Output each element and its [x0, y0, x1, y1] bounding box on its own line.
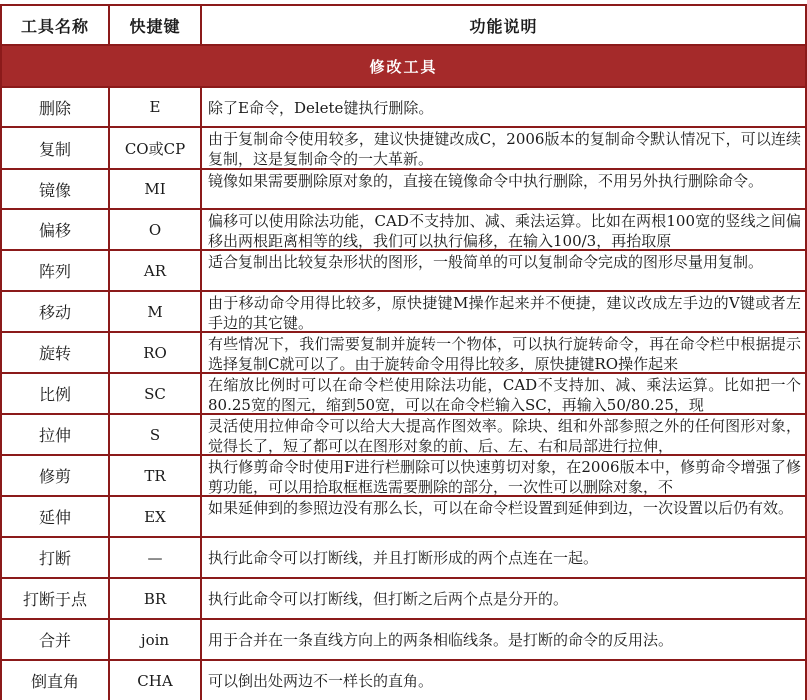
tool-description: 镜像如果需要删除原对象的，直接在镜像命令中执行删除，不用另外执行删除命令。	[200, 168, 807, 208]
table-row	[0, 536, 807, 577]
tool-name: 删除	[0, 86, 108, 126]
header-shortcut: 快捷键	[108, 4, 200, 44]
shortcut-key: M	[108, 290, 200, 331]
tool-name: 复制	[0, 126, 108, 168]
shortcut-key: CO或CP	[108, 126, 200, 168]
table-row	[0, 208, 807, 249]
shortcut-key: O	[108, 208, 200, 249]
table-row	[0, 86, 807, 126]
shortcut-key: E	[108, 86, 200, 126]
section-title: 修改工具	[0, 44, 807, 86]
tool-description: 由于复制命令使用较多，建议快捷键改成C，2006版本的复制命令默认情况下，可以连续复制，这是复制命令的一大革新。	[200, 126, 807, 168]
shortcut-key: AR	[108, 249, 200, 290]
tool-name: 旋转	[0, 331, 108, 372]
tool-name: 拉伸	[0, 413, 108, 454]
header-description: 功能说明	[200, 4, 807, 44]
tool-name: 延伸	[0, 495, 108, 536]
tool-description: 在缩放比例时可以在命令栏使用除法功能，CAD不支持加、减、乘法运算。比如把一个80.25宽的图元，缩到50宽，可以在命令栏输入SC，再输入50/80.25，现	[200, 372, 807, 413]
tool-description: 执行此命令可以打断线，但打断之后两个点是分开的。	[200, 577, 807, 618]
table-row	[0, 331, 807, 372]
tool-description: 执行此命令可以打断线，并且打断形成的两个点连在一起。	[200, 536, 807, 577]
tool-name: 合并	[0, 618, 108, 659]
shortcut-key: S	[108, 413, 200, 454]
table-row	[0, 659, 807, 700]
table-row	[0, 372, 807, 413]
tool-name: 比例	[0, 372, 108, 413]
tool-name: 倒直角	[0, 659, 108, 700]
table-row	[0, 290, 807, 331]
table-row	[0, 577, 807, 618]
tool-description: 灵活使用拉伸命令可以给大大提高作图效率。除块、组和外部参照之外的任何图形对象，觉得长了，短了都可以在图形对象的前、后、左、右和局部进行拉伸，	[200, 413, 807, 454]
tool-name: 移动	[0, 290, 108, 331]
tool-description: 有些情况下，我们需要复制并旋转一个物体，可以执行旋转命令，再在命令栏中根据提示选择复制C就可以了。由于旋转命令用得比较多，原快捷键RO操作起来	[200, 331, 807, 372]
shortcut-key: —	[108, 536, 200, 577]
tool-name: 修剪	[0, 454, 108, 495]
tool-description: 适合复制出比较复杂形状的图形，一般简单的可以复制命令完成的图形尽量用复制。	[200, 249, 807, 290]
shortcut-key: RO	[108, 331, 200, 372]
table-row	[0, 495, 807, 536]
table-header	[0, 4, 807, 44]
shortcut-key: CHA	[108, 659, 200, 700]
table-row	[0, 168, 807, 208]
tool-description: 执行修剪命令时使用F进行栏删除可以快速剪切对象，在2006版本中，修剪命令增强了修剪功能，可以用拾取框框选需要删除的部分，一次性可以删除对象，不	[200, 454, 807, 495]
tool-name: 打断于点	[0, 577, 108, 618]
tool-name: 打断	[0, 536, 108, 577]
shortcut-key: join	[108, 618, 200, 659]
shortcut-key: SC	[108, 372, 200, 413]
table-row	[0, 454, 807, 495]
shortcut-key: EX	[108, 495, 200, 536]
tool-description: 如果延伸到的参照边没有那么长，可以在命令栏设置到延伸到边，一次设置以后仍有效。	[200, 495, 807, 536]
tool-description: 偏移可以使用除法功能，CAD不支持加、减、乘法运算。比如在两根100宽的竖线之间偏移出两根距离相等的线，我们可以执行偏移，在输入100/3，再抬取原	[200, 208, 807, 249]
shortcut-key: MI	[108, 168, 200, 208]
tool-description: 用于合并在一条直线方向上的两条相临线条。是打断的命令的反用法。	[200, 618, 807, 659]
table-row	[0, 249, 807, 290]
table-row	[0, 618, 807, 659]
table-row	[0, 413, 807, 454]
shortcut-key: TR	[108, 454, 200, 495]
shortcut-key: BR	[108, 577, 200, 618]
tool-name: 镜像	[0, 168, 108, 208]
tool-description: 可以倒出处两边不一样长的直角。	[200, 659, 807, 700]
tool-description: 除了E命令，Delete键执行删除。	[200, 86, 807, 126]
tool-name: 偏移	[0, 208, 108, 249]
tool-name: 阵列	[0, 249, 108, 290]
tool-description: 由于移动命令用得比较多，原快捷键M操作起来并不便捷，建议改成左手边的V键或者左手边的其它键。	[200, 290, 807, 331]
header-tool-name: 工具名称	[0, 4, 108, 44]
table-row	[0, 126, 807, 168]
